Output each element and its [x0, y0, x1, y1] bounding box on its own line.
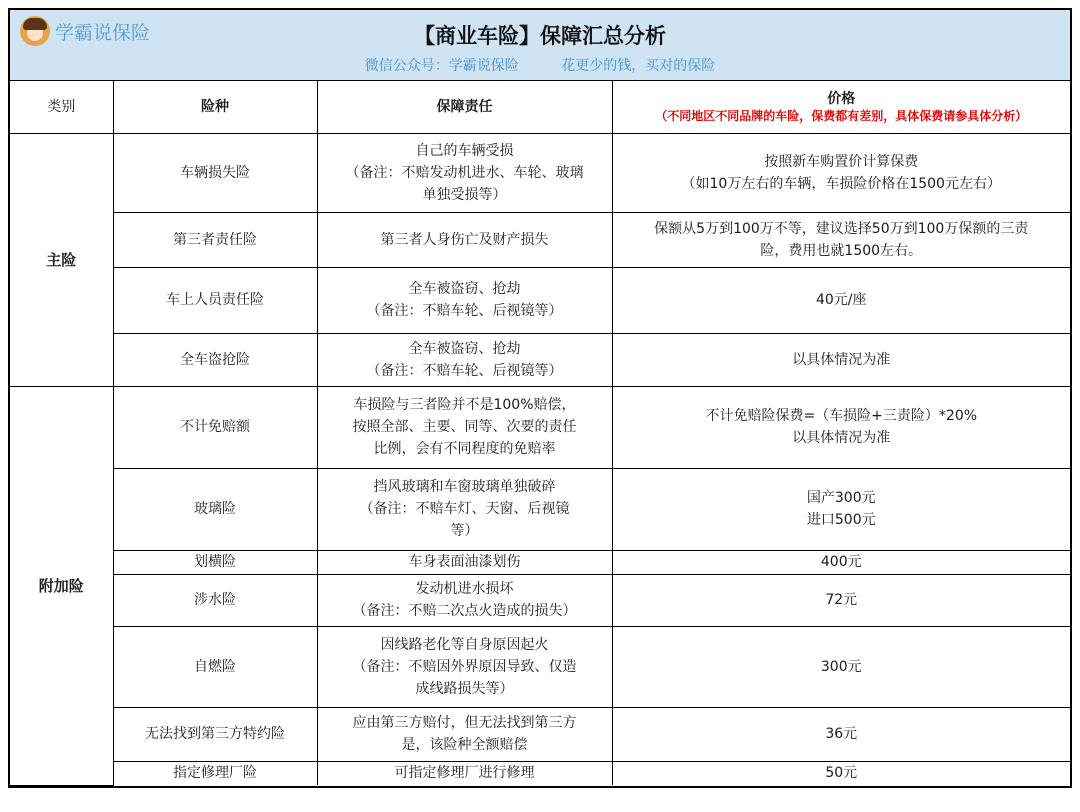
type-cell: 涉水险 — [113, 574, 317, 626]
coverage-cell: 全车被盗窃、抢劫 （备注：不赔车轮、后视镜等） — [317, 267, 612, 333]
header-category: 类别 — [10, 81, 113, 133]
category-main: 主险 — [10, 133, 113, 386]
table-row — [10, 133, 1070, 212]
subtitle-left: 微信公众号：学霸说保险 — [364, 58, 519, 74]
coverage-cell: 发动机进水损坏 （备注：不赔二次点火造成的损失） — [317, 574, 612, 626]
coverage-cell: 车损险与三者险并不是100%赔偿， 按照全部、主要、同等、次要的责任 比例，会有不同程度的免赔率 — [317, 386, 612, 468]
coverage-cell: 第三者人身伤亡及财产损失 — [317, 212, 612, 267]
type-cell: 车上人员责任险 — [113, 267, 317, 333]
table-header-row — [10, 81, 1070, 133]
coverage-cell: 可指定修理厂进行修理 — [317, 761, 612, 785]
coverage-cell: 挡风玻璃和车窗玻璃单独破碎 （备注：不赔车灯、天窗、后视镜 等） — [317, 468, 612, 550]
category-additional: 附加险 — [10, 386, 113, 785]
page-subtitle — [10, 55, 1070, 75]
price-cell: 以具体情况为准 — [612, 333, 1070, 386]
table-row — [10, 707, 1070, 761]
table-row — [10, 212, 1070, 267]
header-coverage: 保障责任 — [317, 81, 612, 133]
table-row — [10, 761, 1070, 785]
coverage-cell: 车身表面油漆划伤 — [317, 550, 612, 574]
type-cell: 玻璃险 — [113, 468, 317, 550]
header-price — [612, 81, 1070, 133]
type-cell: 全车盗抢险 — [113, 333, 317, 386]
type-cell: 不计免赔额 — [113, 386, 317, 468]
subtitle-right: 花更少的钱，买对的保险 — [561, 58, 716, 74]
insurance-summary-sheet — [8, 8, 1072, 788]
table-row — [10, 574, 1070, 626]
header-banner — [10, 10, 1070, 81]
page-title: 【商业车险】保障汇总分析 — [414, 24, 666, 48]
coverage-cell: 因线路老化等自身原因起火 （备注：不赔因外界原因导致、仅造 成线路损失等） — [317, 626, 612, 707]
price-cell: 50元 — [612, 761, 1070, 785]
price-cell: 国产300元 进口500元 — [612, 468, 1070, 550]
price-cell: 36元 — [612, 707, 1070, 761]
price-cell: 保额从5万到100万不等，建议选择50万到100万保额的三责 险，费用也就1500左右。 — [612, 212, 1070, 267]
table-row — [10, 468, 1070, 550]
coverage-cell: 应由第三方赔付，但无法找到第三方 是，该险种全额赔偿 — [317, 707, 612, 761]
coverage-cell: 全车被盗窃、抢劫 （备注：不赔车轮、后视镜等） — [317, 333, 612, 386]
price-cell: 72元 — [612, 574, 1070, 626]
table-row — [10, 626, 1070, 707]
table-row — [10, 333, 1070, 386]
type-cell: 划横险 — [113, 550, 317, 574]
header-price-note: （不同地区不同品牌的车险，保费都有差别，具体保费请参具体分析） — [655, 108, 1028, 123]
price-cell: 400元 — [612, 550, 1070, 574]
type-cell: 车辆损失险 — [113, 133, 317, 212]
type-cell: 无法找到第三方特约险 — [113, 707, 317, 761]
table-row — [10, 386, 1070, 468]
table-row — [10, 267, 1070, 333]
table-row — [10, 550, 1070, 574]
header-price-label: 价格 — [827, 90, 856, 107]
type-cell: 指定修理厂险 — [113, 761, 317, 785]
price-cell: 不计免赔险保费=（车损险+三责险）*20% 以具体情况为准 — [612, 386, 1070, 468]
price-cell: 40元/座 — [612, 267, 1070, 333]
type-cell: 自燃险 — [113, 626, 317, 707]
price-cell: 按照新车购置价计算保费 （如10万左右的车辆，车损险价格在1500元左右） — [612, 133, 1070, 212]
logo-text: 学霸说保险 — [55, 21, 151, 44]
coverage-cell: 自己的车辆受损 （备注：不赔发动机进水、车轮、玻璃 单独受损等） — [317, 133, 612, 212]
coverage-table — [10, 81, 1070, 786]
header-type: 险种 — [113, 81, 317, 133]
price-cell: 300元 — [612, 626, 1070, 707]
type-cell: 第三者责任险 — [113, 212, 317, 267]
